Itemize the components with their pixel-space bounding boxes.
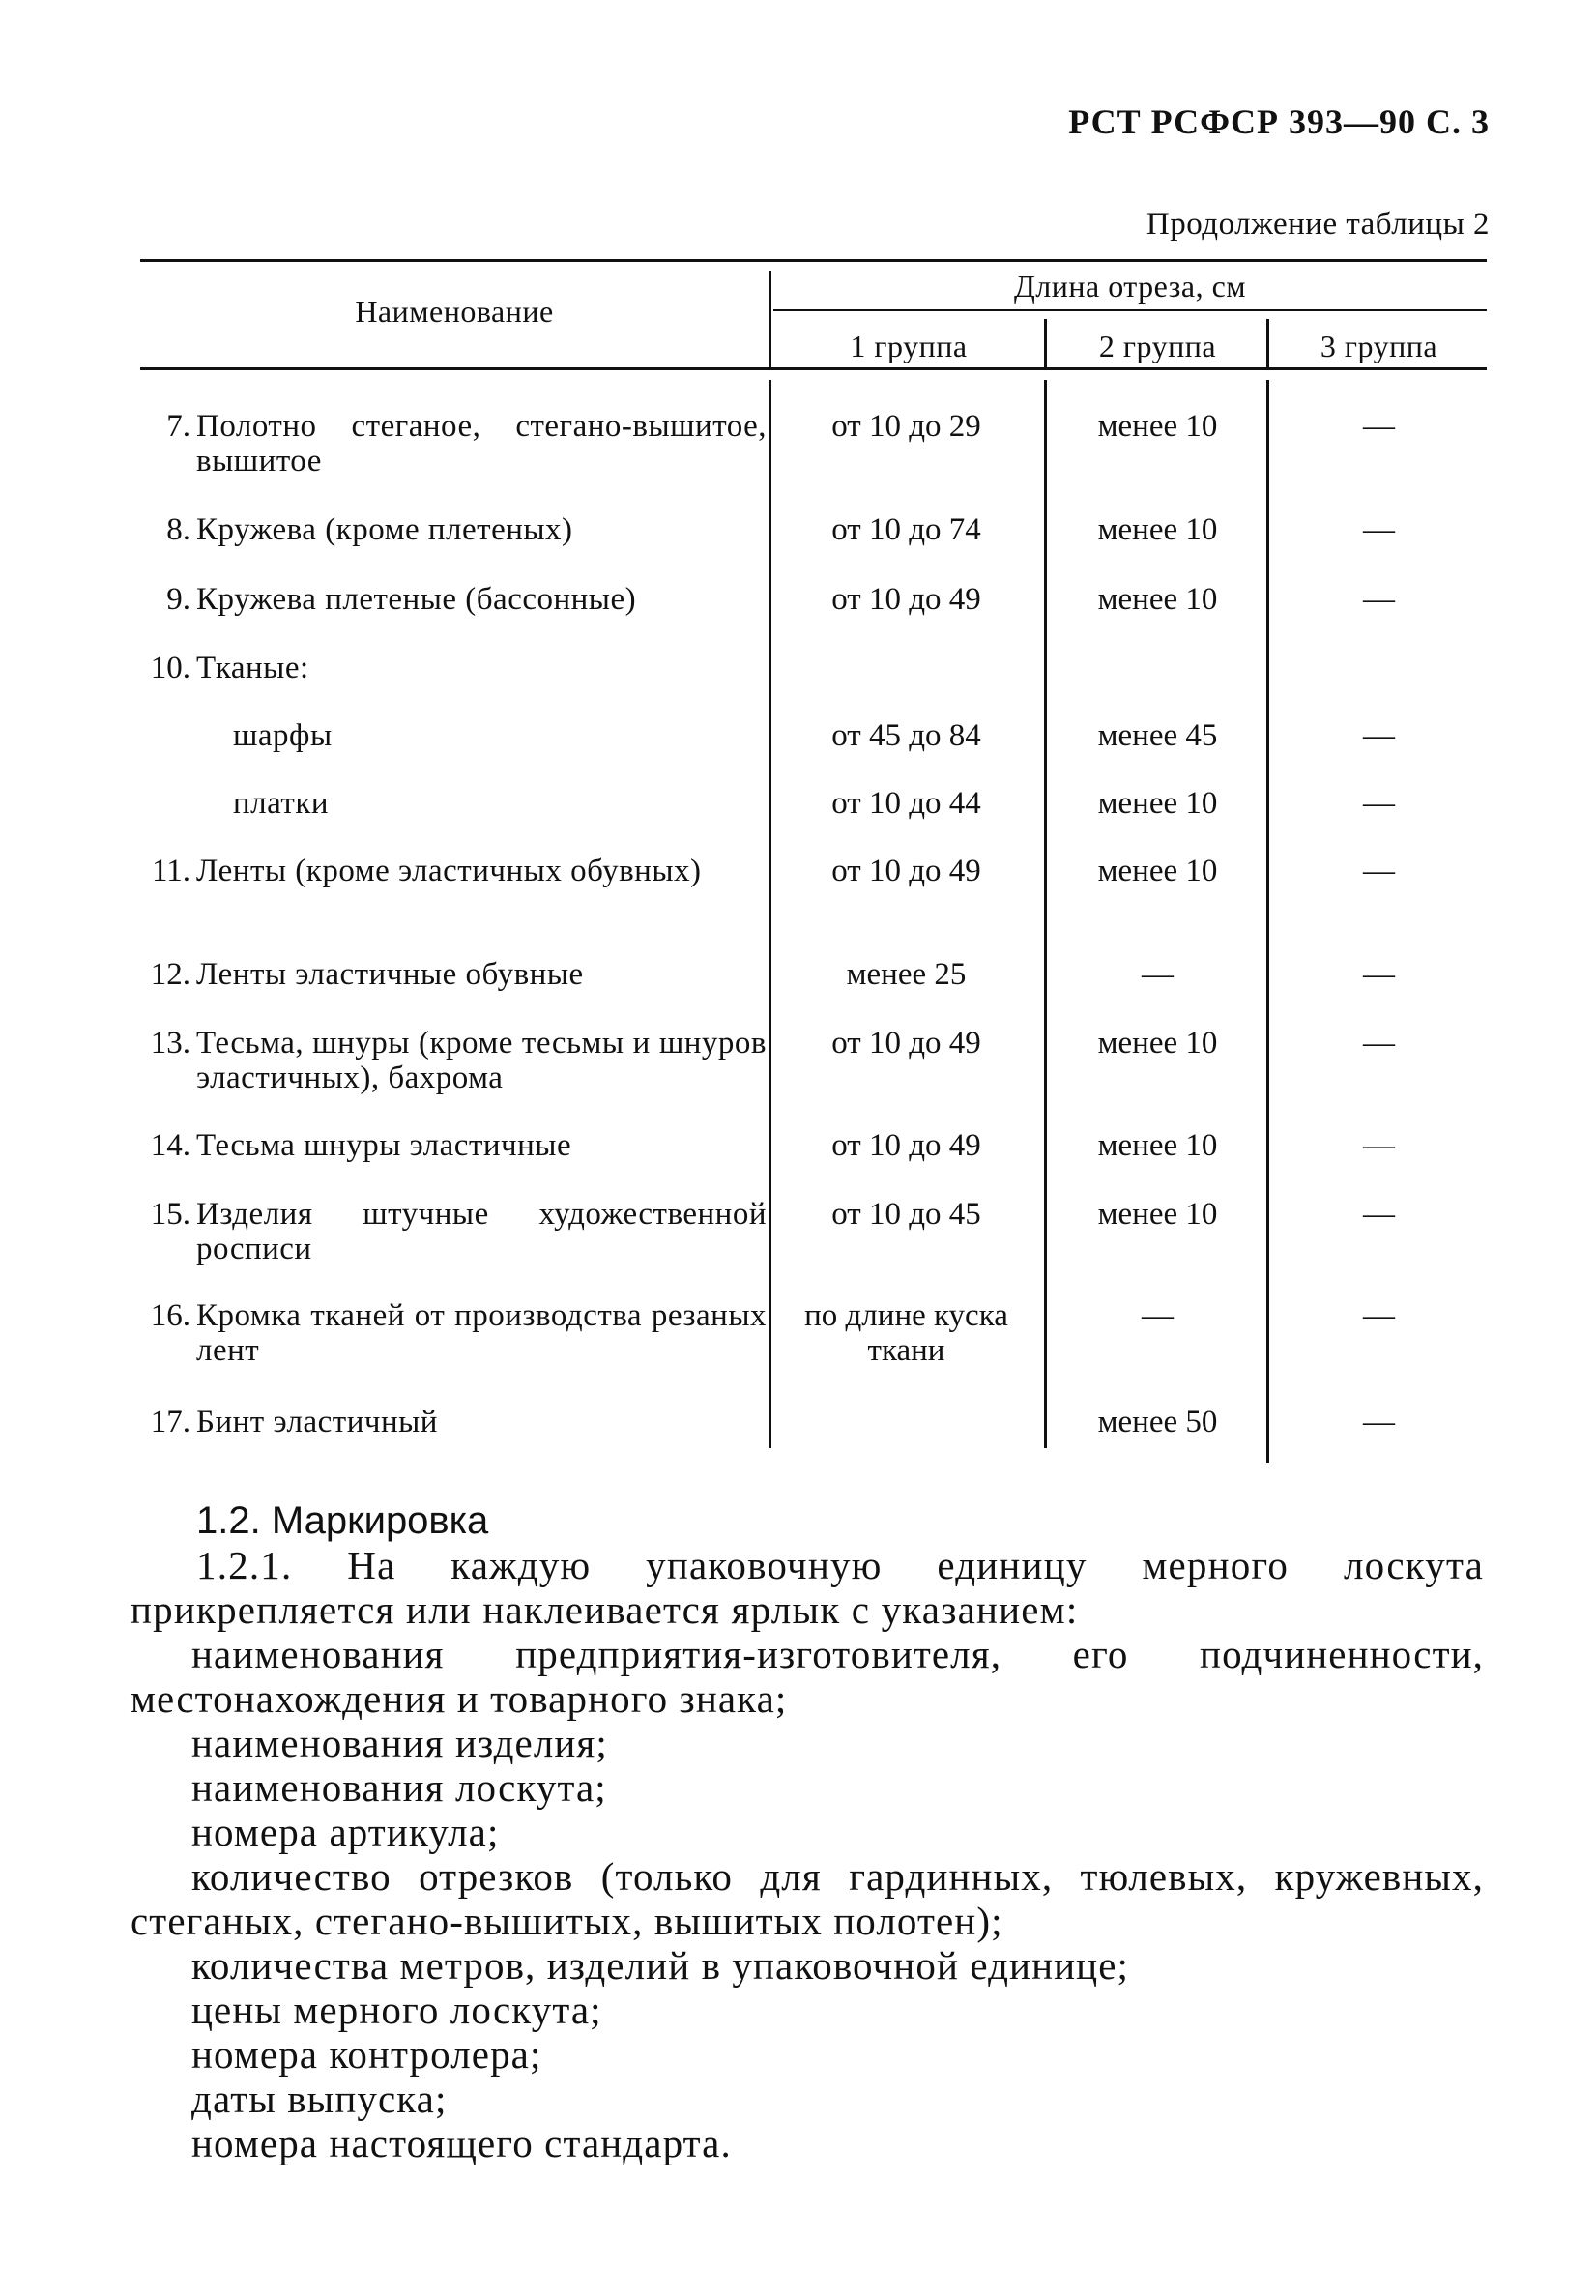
row-name: Тесьма, шнуры (кроме тесьмы и шнуров эластичных), бахрома [196, 1026, 767, 1095]
header-col-divider-3 [1266, 319, 1269, 367]
row-group3: — [1363, 409, 1395, 444]
row-group3: — [1363, 1197, 1395, 1232]
body-col-divider-2 [1044, 380, 1047, 1448]
row-name: платки [233, 786, 330, 821]
header-bottom-rule [140, 367, 1487, 370]
row-number: 10. [150, 651, 190, 685]
list-item: номера настоящего стандарта. [191, 2121, 732, 2165]
row-group1: от 10 до 74 [831, 512, 981, 547]
row-number: 9. [166, 582, 190, 617]
row-name: Кромка тканей от производства резаных лент [196, 1298, 767, 1368]
table-top-rule [140, 259, 1487, 262]
row-group3: — [1363, 1405, 1395, 1439]
row-number: 15. [150, 1197, 190, 1232]
row-group3: — [1363, 786, 1395, 821]
list-item: цены мерного лоскута; [191, 1988, 602, 2032]
row-name: Тесьма шнуры эластичные [196, 1128, 572, 1163]
row-group1: менее 25 [846, 957, 967, 992]
row-name: Кружева плетеные (бассонные) [196, 582, 637, 617]
col-name-header: Наименование [355, 294, 554, 329]
row-group2: — [1142, 1298, 1174, 1333]
row-group1: от 45 до 84 [831, 718, 981, 753]
section-title: 1.2. Маркировка [196, 1499, 489, 1542]
row-group2: менее 10 [1097, 1197, 1218, 1232]
row-group2: менее 10 [1097, 582, 1218, 617]
row-group3: — [1363, 512, 1395, 547]
page-header: РСТ РСФСР 393—90 С. 3 [1068, 102, 1490, 141]
row-number: 13. [150, 1026, 190, 1061]
list-item: количество отрезков (только для гардинных, тюлевых, кружевных, стеганых, стегано-вышитых, вышитых полотен); [131, 1854, 1484, 1943]
row-name: Кружева (кроме плетеных) [196, 512, 573, 547]
row-group2: менее 10 [1097, 854, 1218, 888]
row-group3: — [1363, 582, 1395, 617]
row-name: Ленты эластичные обувные [196, 957, 584, 992]
list-item: номера контролера; [191, 2032, 542, 2077]
row-group2: — [1142, 957, 1174, 992]
list-item: наименования предприятия-изготовителя, его подчиненности, местонахождения и товарного знака; [131, 1632, 1484, 1721]
row-group3: — [1363, 1128, 1395, 1163]
col-group3-header: 3 группа [1320, 329, 1438, 363]
col-length-header: Длина отреза, см [1013, 269, 1247, 304]
row-group1: от 10 до 29 [831, 409, 981, 444]
marking-section [131, 1498, 1484, 2165]
row-group1: от 10 до 44 [831, 786, 981, 821]
row-group2: менее 10 [1097, 1026, 1218, 1061]
row-group2: менее 50 [1097, 1405, 1218, 1439]
list-item: наименования лоскута; [191, 1765, 607, 1810]
row-group3: — [1363, 854, 1395, 888]
row-number: 12. [150, 957, 190, 992]
row-group2: менее 45 [1097, 718, 1218, 753]
row-group3: — [1363, 957, 1395, 992]
row-group1: от 10 до 49 [831, 1026, 981, 1061]
row-name: Изделия штучные художественной росписи [196, 1197, 767, 1266]
body-col-divider-3 [1266, 380, 1269, 1463]
row-name: Ленты (кроме эластичных обувных) [196, 854, 702, 888]
row-group3: — [1363, 1298, 1395, 1333]
row-name: Полотно стеганое, стегано-вышитое, вышитое [196, 409, 767, 479]
row-group2: менее 10 [1097, 409, 1218, 444]
row-group2: менее 10 [1097, 512, 1218, 547]
row-group1: от 10 до 49 [831, 582, 981, 617]
row-group1: от 10 до 45 [831, 1197, 981, 1232]
group-header-rule [773, 309, 1487, 311]
list-item: даты выпуска; [191, 2077, 448, 2121]
row-name: шарфы [233, 718, 333, 753]
row-name: Бинт эластичный [196, 1405, 438, 1439]
length-table [140, 259, 1487, 1477]
row-group2: менее 10 [1097, 786, 1218, 821]
row-number: 14. [150, 1128, 190, 1163]
col-group1-header: 1 группа [850, 329, 968, 363]
row-number: 8. [166, 512, 190, 547]
list-item: наименования изделия; [191, 1721, 608, 1765]
row-group3: — [1363, 1026, 1395, 1061]
list-item: номера артикула; [191, 1810, 500, 1854]
table-caption: Продолжение таблицы 2 [1146, 207, 1490, 242]
row-number: 11. [151, 854, 190, 888]
row-group1: по длине куска ткани [804, 1298, 1008, 1368]
row-group1: от 10 до 49 [831, 1128, 981, 1163]
header-col-divider-1 [769, 271, 771, 367]
list-item: количества метров, изделий в упаковочной единице; [191, 1943, 1130, 1988]
row-group3: — [1363, 718, 1395, 753]
body-col-divider-1 [769, 380, 771, 1448]
section-intro: 1.2.1. На каждую упаковочную единицу мерного лоскута прикрепляется или наклеивается ярлык с указанием: [131, 1543, 1484, 1632]
row-group2: менее 10 [1097, 1128, 1218, 1163]
row-number: 16. [150, 1298, 190, 1333]
header-col-divider-2 [1044, 319, 1047, 367]
col-group2-header: 2 группа [1098, 329, 1217, 363]
row-group1: от 10 до 49 [831, 854, 981, 888]
row-name: Тканые: [196, 651, 309, 685]
row-number: 7. [166, 409, 190, 444]
row-number: 17. [150, 1405, 190, 1439]
